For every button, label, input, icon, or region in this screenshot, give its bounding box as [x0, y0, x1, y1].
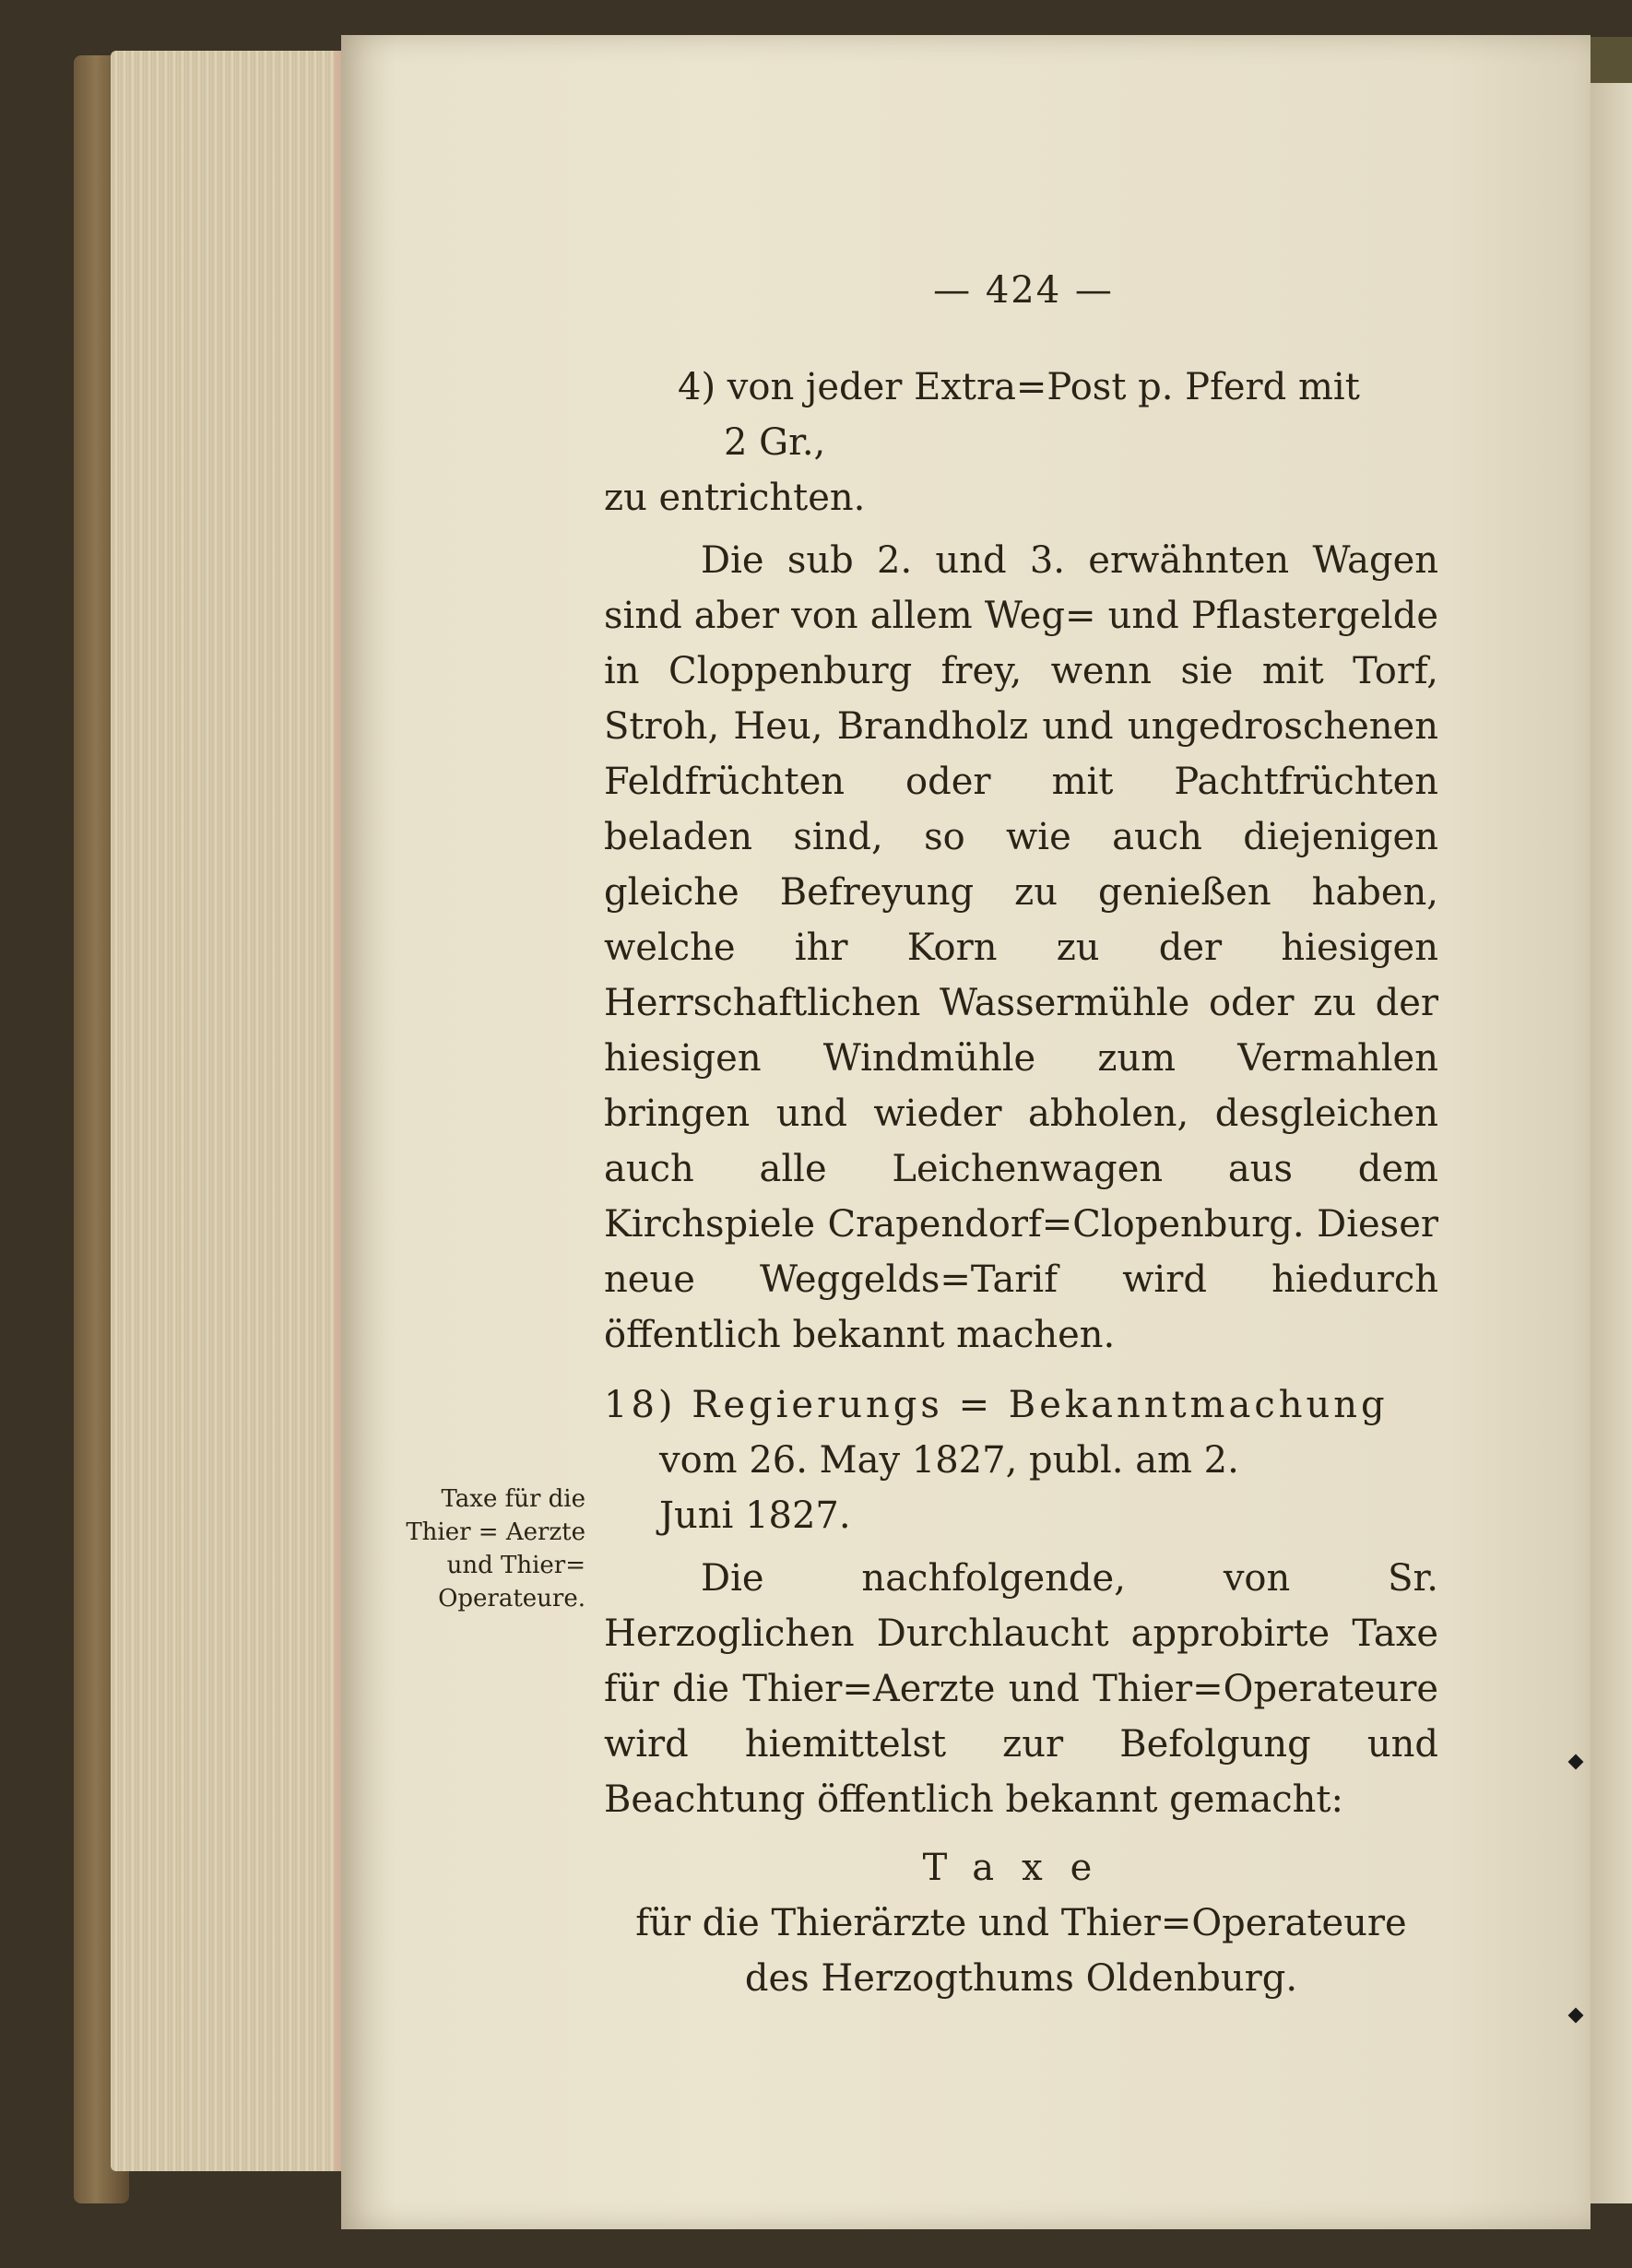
page-edges: [111, 51, 350, 2171]
item-4-line-2: 2 Gr.,: [724, 421, 826, 464]
margin-note-line: Taxe für die: [441, 1485, 585, 1513]
facing-page-edge: [1591, 65, 1632, 2203]
paragraph-weggeld: Die sub 2. und 3. erwähnten Wagen sind aber von allem Weg= und Pflastergelde in Cloppenburg frey, wenn sie mit Torf, Stroh, Heu, Brandholz und ungedroschenen Feldfrüchten oder mit Pachtfrüchten beladen sind, so wie auch diejenigen gleiche Befreyung zu genießen haben, welche ihr Korn zu der hiesigen Herrschaftlichen Wassermühle oder zu der hiesigen Windmühle zum Vermahlen bringen und wieder abholen, desgleichen auch alle Leichenwagen aus dem Kirchspiele Crapendorf=Clopenburg. Dieser neue Weggelds=Tarif wird hiedurch öffentlich bekannt machen.: [604, 539, 1438, 1356]
taxe-subtitle-2: des Herzogthums Oldenburg.: [744, 1957, 1298, 2000]
margin-note-line: Operateure.: [438, 1585, 585, 1612]
item-4-line-1: 4) von jeder Extra=Post p. Pferd mit: [678, 366, 1360, 408]
taxe-title: Taxe: [922, 1847, 1120, 1889]
paragraph-taxe-intro: Die nachfolgende, von Sr. Herzoglichen Durchlaucht approbirte Taxe für die Thier=Aerzte und Thier=Operateure wird hiemittelst zur Befolgung und Beachtung öffentlich bekannt gemacht:: [604, 1557, 1438, 1821]
decree-date-2: Juni 1827.: [659, 1494, 851, 1537]
decree-date: vom 26. May 1827, publ. am 2.: [659, 1439, 1239, 1482]
margin-note: [369, 1482, 585, 1615]
taxe-subtitle-1: für die Thierärzte und Thier=Operateure: [635, 1902, 1407, 1944]
decree-heading: 18) Regierungs = Bekanntmachung: [604, 1384, 1389, 1426]
page-body: [604, 360, 1438, 2006]
margin-note-line: und Thier=: [446, 1552, 585, 1579]
page-number: — 424 —: [933, 269, 1114, 312]
item-4-line-3: zu entrichten.: [604, 477, 866, 519]
margin-note-line: Thier = Aerzte: [406, 1518, 585, 1546]
